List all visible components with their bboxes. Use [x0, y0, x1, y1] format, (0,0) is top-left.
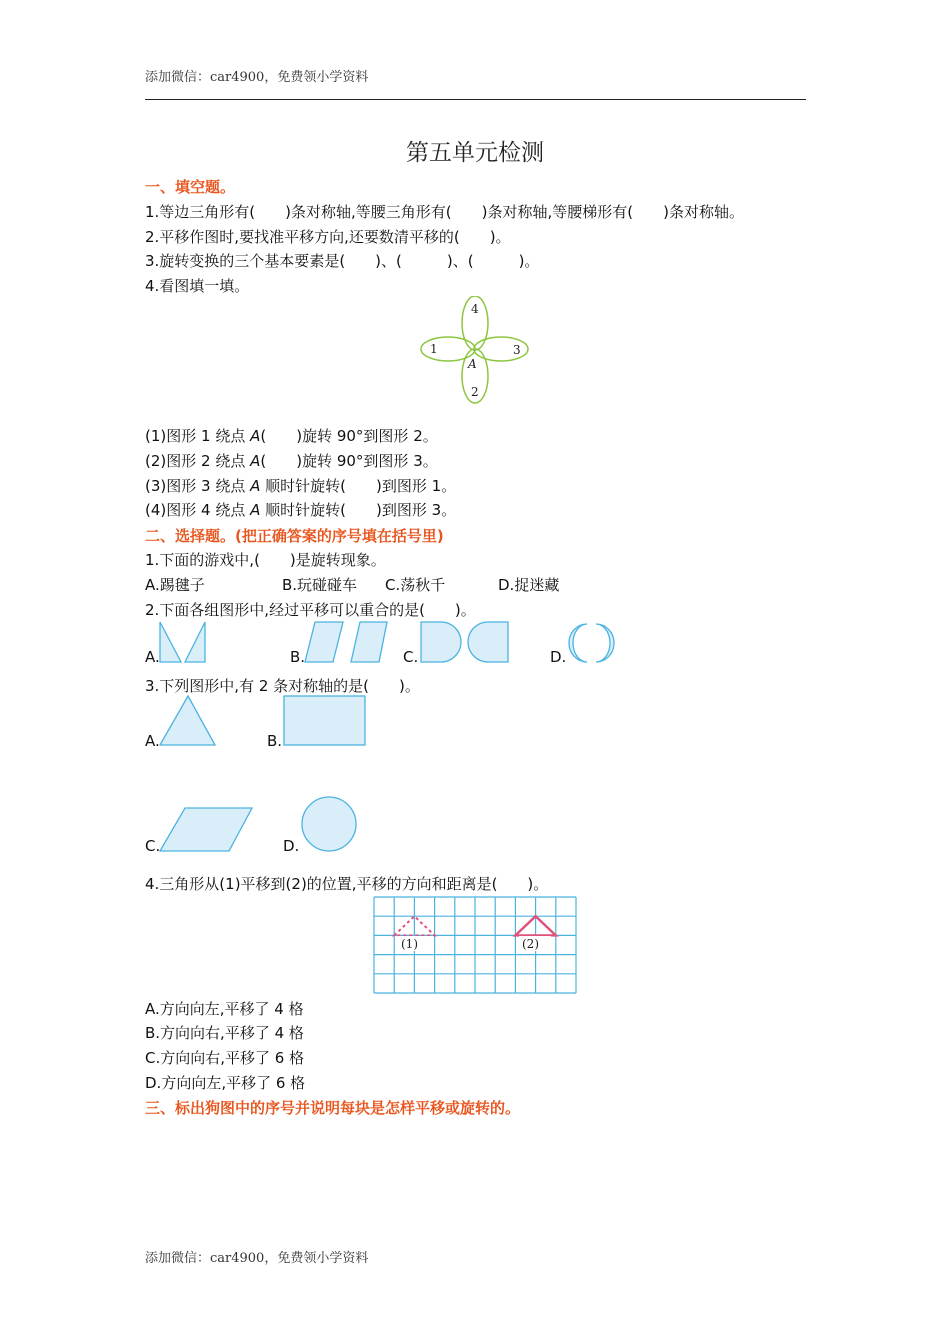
s2-q3-label-b: B.: [267, 732, 283, 750]
q3-shapes: [155, 692, 375, 857]
s1-sub-4: (4)图形 4 绕点 A 顺时针旋转( )到图形 3。: [145, 501, 457, 519]
translation-grid: [372, 895, 578, 995]
rotation-leaf-figure: [420, 296, 530, 404]
q2-shape-groups: [155, 618, 635, 668]
s2-q2-label-b: B.: [290, 648, 306, 666]
shape-d-crescent-2: [596, 624, 614, 662]
s2-q4-option-b: B.方向向右,平移了 4 格: [145, 1024, 304, 1042]
s2-question-2: 2.下面各组图形中,经过平移可以重合的是( )。: [145, 601, 476, 619]
label-4: 4: [471, 302, 479, 316]
s2-q4-option-a: A.方向向左,平移了 4 格: [145, 1000, 304, 1018]
shape-a-triangle-1: [160, 622, 181, 662]
s1-question-2: 2.平移作图时,要找准平移方向,还要数清平移的( )。: [145, 228, 511, 246]
s2-q3-label-a: A.: [145, 732, 160, 750]
page-footer: 添加微信：car4900，免费领小学资料: [145, 1251, 369, 1266]
s2-q1-option-c: C.荡秋千: [385, 576, 446, 594]
s1-sub-1: (1)图形 1 绕点 A( )旋转 90°到图形 2。: [145, 427, 438, 445]
s2-q3-label-c: C.: [145, 837, 161, 855]
shape-d-crescent-1: [569, 624, 587, 662]
page-title: 第五单元检测: [406, 140, 544, 166]
s1-sub-3: (3)图形 3 绕点 A 顺时针旋转( )到图形 1。: [145, 477, 457, 495]
s2-q4-option-c: C.方向向右,平移了 6 格: [145, 1049, 305, 1067]
label-1: 1: [430, 342, 438, 356]
label-center-a: A: [468, 357, 477, 371]
s2-q1-option-d: D.捉迷藏: [498, 576, 560, 594]
shape-circle: [302, 797, 356, 851]
section-1-heading: 一、填空题。: [145, 178, 236, 196]
s2-q3-label-d: D.: [283, 837, 300, 855]
label-2: 2: [471, 385, 479, 399]
shape-b-parallelogram-2: [351, 622, 387, 662]
s2-q1-option-a: A.踢毽子: [145, 576, 205, 594]
section-2-heading: 二、选择题。(把正确答案的序号填在括号里): [145, 527, 444, 545]
s2-question-1: 1.下面的游戏中,( )是旋转现象。: [145, 551, 386, 569]
s2-q1-option-b: B.玩碰碰车: [282, 576, 358, 594]
s2-question-4: 4.三角形从(1)平移到(2)的位置,平移的方向和距离是( )。: [145, 875, 549, 893]
shape-parallelogram: [160, 808, 252, 851]
section-3-heading: 三、标出狗图中的序号并说明每块是怎样平移或旋转的。: [145, 1099, 521, 1117]
s2-q2-label-d: D.: [550, 648, 567, 666]
s2-question-3: 3.下列图形中,有 2 条对称轴的是( )。: [145, 677, 420, 695]
shape-a-triangle-2: [185, 622, 205, 662]
grid-label-2: (2): [522, 937, 539, 951]
s1-sub-2: (2)图形 2 绕点 A( )旋转 90°到图形 3。: [145, 452, 438, 470]
label-3: 3: [513, 343, 521, 357]
s2-q2-label-a: A.: [145, 648, 160, 666]
s1-question-1: 1.等边三角形有( )条对称轴,等腰三角形有( )条对称轴,等腰梯形有( )条对称轴。: [145, 203, 744, 221]
s1-question-4: 4.看图填一填。: [145, 277, 250, 295]
shape-rectangle: [284, 696, 365, 745]
shape-c-half-round-2: [468, 622, 508, 662]
shape-b-parallelogram-1: [305, 622, 343, 662]
s2-q4-option-d: D.方向向左,平移了 6 格: [145, 1074, 306, 1092]
shape-triangle: [160, 696, 215, 745]
grid-label-1: (1): [401, 937, 418, 951]
shape-c-half-round-1: [421, 622, 461, 662]
s2-q2-label-c: C.: [403, 648, 419, 666]
page-header: 添加微信：car4900，免费领小学资料: [145, 70, 369, 85]
header-rule: [145, 99, 806, 100]
s1-question-3: 3.旋转变换的三个基本要素是( )、( )、( )。: [145, 252, 540, 270]
